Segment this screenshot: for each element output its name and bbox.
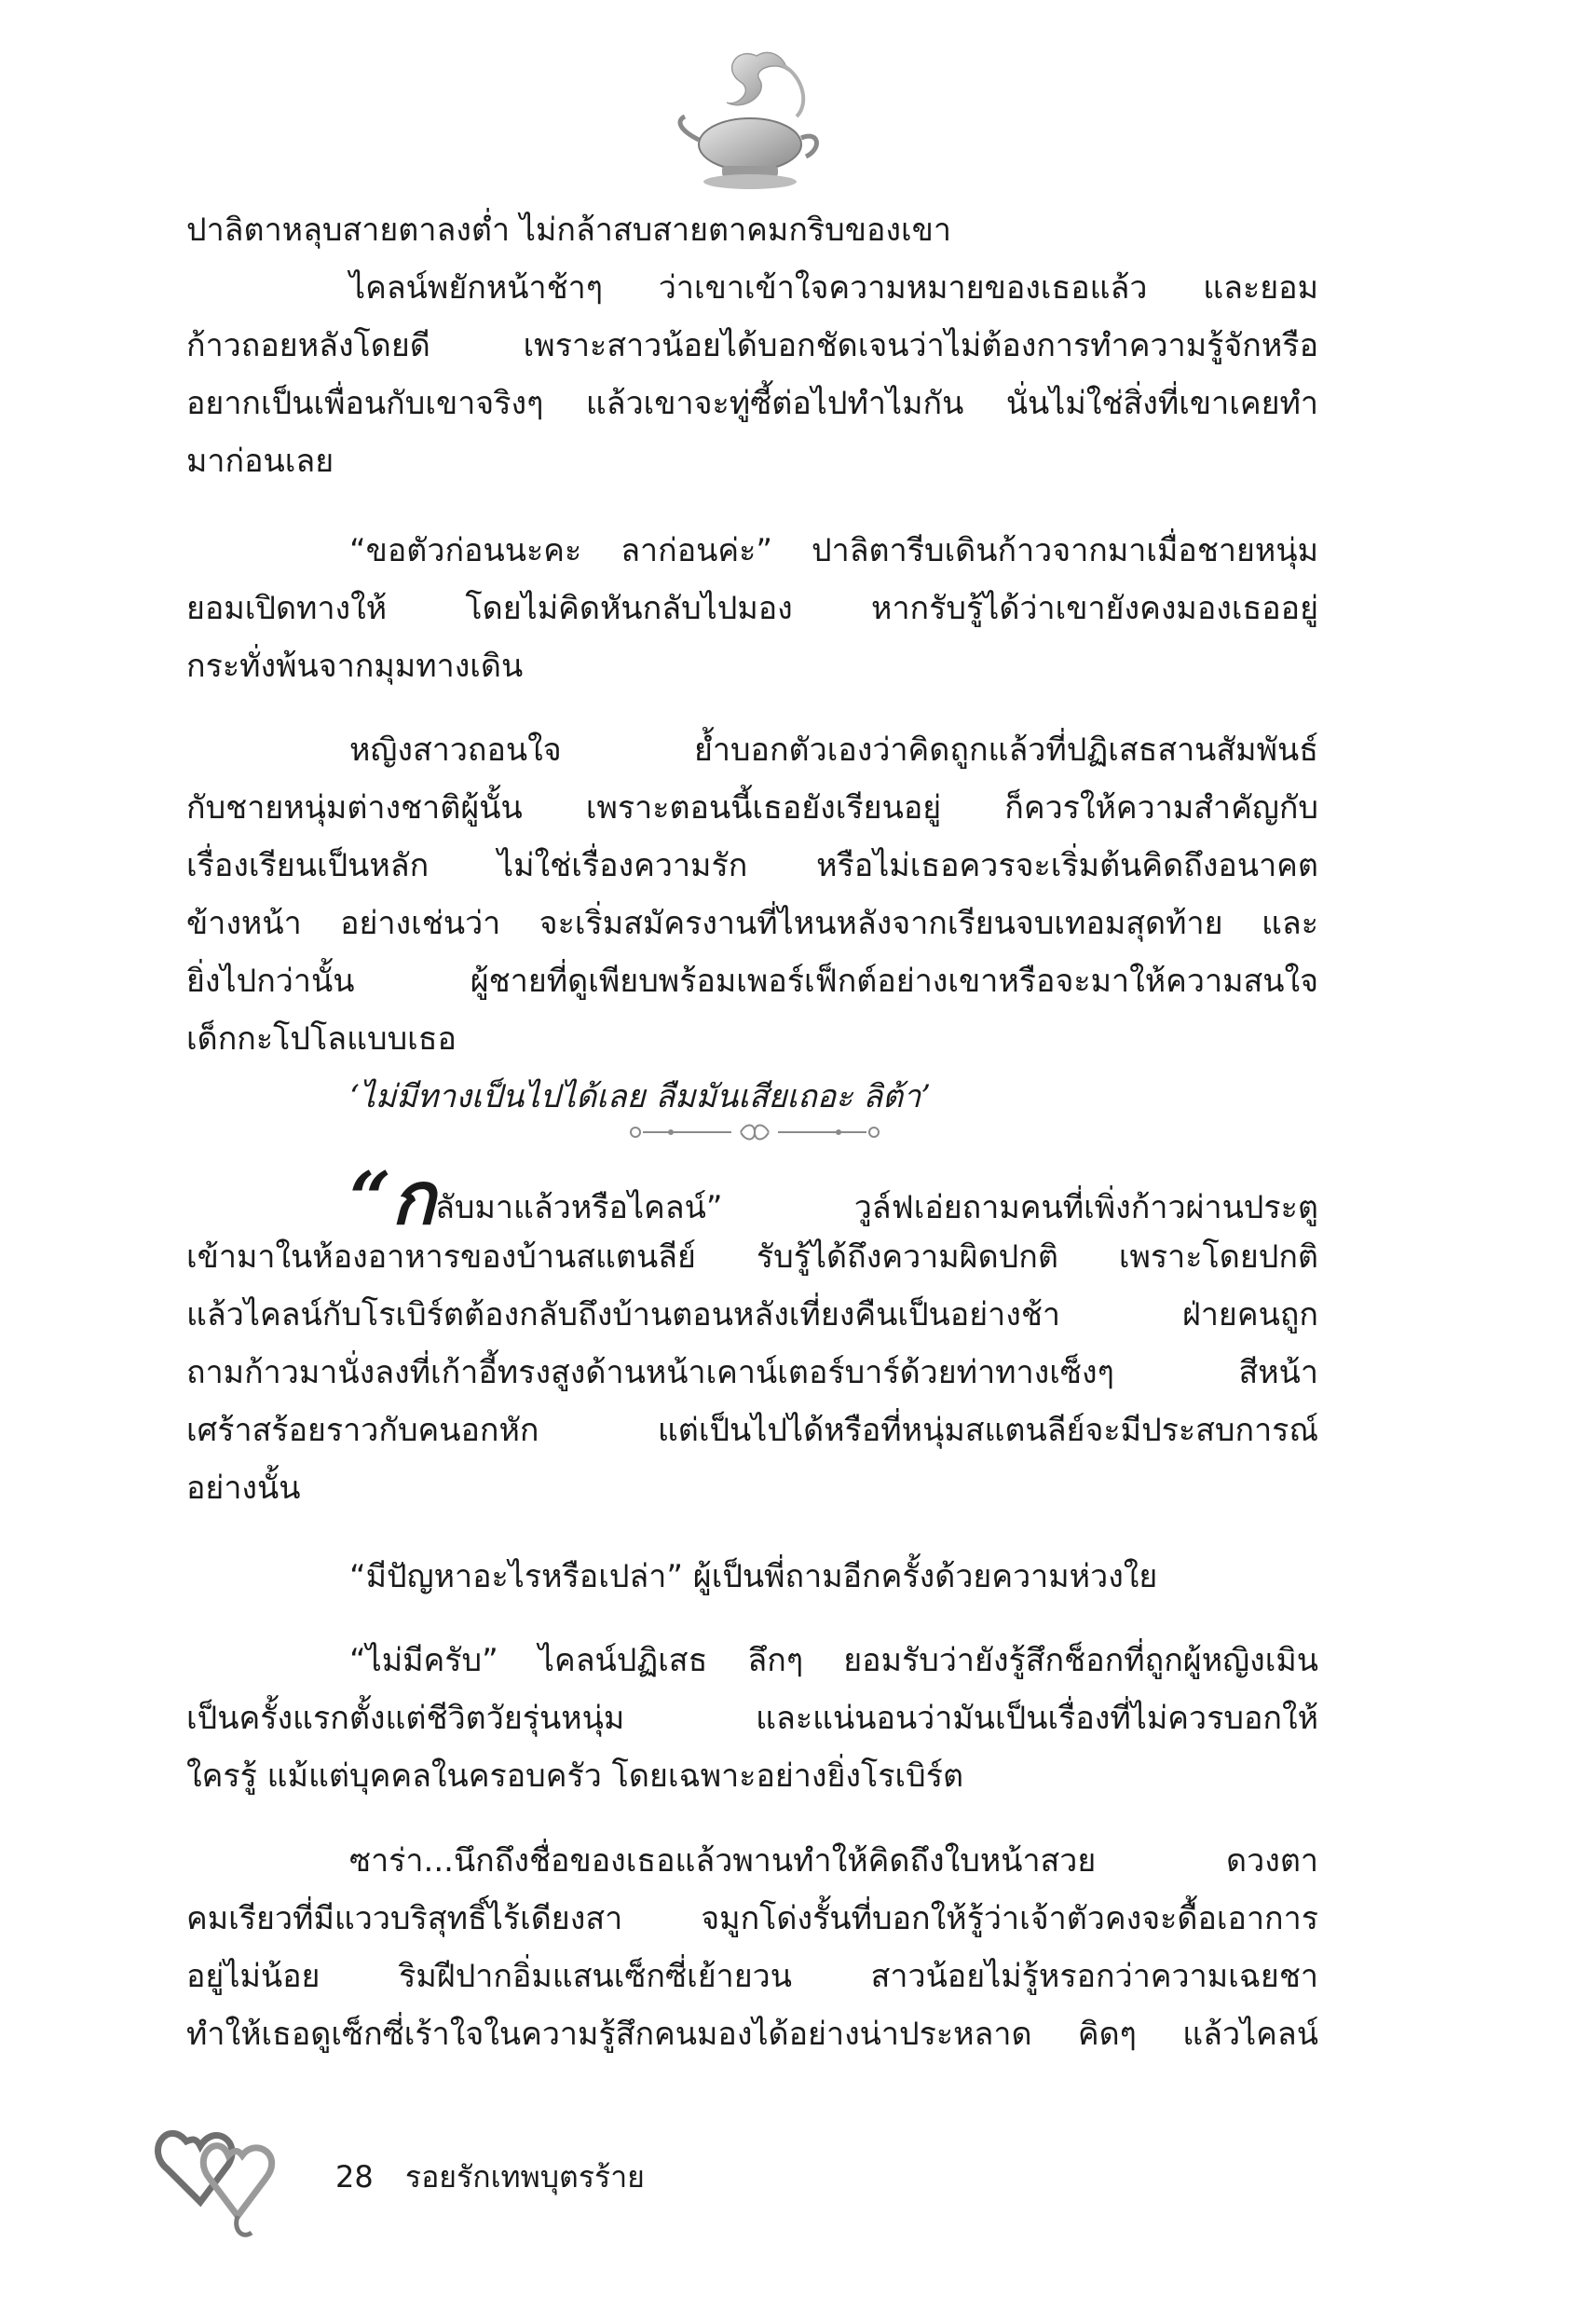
page-footer bbox=[335, 2158, 667, 2195]
text-line: ข้างหน้า อย่างเช่นว่า จะเริ่มสมัครงานที่ไหนหลังจากเรียนจบเทอมสุดท้าย และ bbox=[186, 905, 1318, 942]
text-line: ยิ่งไปกว่านั้น ผู้ชายที่ดูเพียบพร้อมเพอร์เฟ็กต์อย่างเขาหรือจะมาให้ความสนใจ bbox=[186, 963, 1318, 1000]
text-line: อยู่ไม่น้อย ริมฝีปากอิ่มแสนเซ็กซี่เย้ายวน สาวน้อยไม่รู้หรอกว่าความเฉยชา bbox=[186, 1958, 1318, 1995]
italic-thought-line: ‘ไม่มีทางเป็นไปได้เลย ลืมมันเสียเถอะ ลิต้า’ bbox=[349, 1078, 932, 1115]
teapot-ornament-icon bbox=[671, 37, 829, 205]
text-line: กับชายหนุ่มต่างชาติผู้นั้น เพราะตอนนี้เธอยังเรียนอยู่ ก็ควรให้ความสำคัญกับ bbox=[186, 789, 1318, 827]
text-line: เศร้าสร้อยราวกับคนอกหัก แต่เป็นไปได้หรือที่หนุ่มสแตนลีย์จะมีประสบการณ์ bbox=[186, 1412, 1318, 1449]
text-line: อย่างนั้น bbox=[186, 1470, 301, 1507]
text-line: แล้วไคลน์กับโรเบิร์ตต้องกลับถึงบ้านตอนหลังเที่ยงคืนเป็นอย่างช้า ฝ่ายคนถูก bbox=[186, 1296, 1318, 1333]
book-title: รอยรักเทพบุตรร้าย bbox=[404, 2159, 645, 2195]
dropcap: “ก bbox=[349, 1156, 436, 1241]
text-line: ถามก้าวมานั่งลงที่เก้าอี้ทรงสูงด้านหน้าเคาน์เตอร์บาร์ด้วยท่าทางเซ็งๆ สีหน้า bbox=[186, 1354, 1318, 1391]
text-line: ใครรู้ แม้แต่บุคคลในครอบครัว โดยเฉพาะอย่างยิ่งโรเบิร์ต bbox=[186, 1757, 964, 1795]
text-line: “ขอตัวก่อนนะคะ ลาก่อนค่ะ” ปาลิตารีบเดินก้าวจากมาเมื่อชายหนุ่ม bbox=[349, 532, 1318, 569]
text-line: เด็กกะโปโลแบบเธอ bbox=[186, 1020, 457, 1058]
text-line: กระทั่งพ้นจากมุมทางเดิน bbox=[186, 648, 524, 685]
text-line: ทำให้เธอดูเซ็กซี่เร้าใจในความรู้สึกคนมองได้อย่างน่าประหลาด คิดๆ แล้วไคลน์ bbox=[186, 2016, 1318, 2053]
text-line: มาก่อนเลย bbox=[186, 443, 334, 480]
page-number: 28 bbox=[335, 2159, 374, 2195]
text-line: เป็นครั้งแรกตั้งแต่ชีวิตวัยรุ่นหนุ่ม และแน่นอนว่ามันเป็นเรื่องที่ไม่ควรบอกให้ bbox=[186, 1700, 1318, 1737]
text-line: ยอมเปิดทางให้ โดยไม่คิดหันกลับไปมอง หากรับรู้ได้ว่าเขายังคงมองเธออยู่ bbox=[186, 590, 1318, 627]
text-line: ก้าวถอยหลังโดยดี เพราะสาวน้อยได้บอกชัดเจนว่าไม่ต้องการทำความรู้จักหรือ bbox=[186, 327, 1318, 364]
text-line: เรื่องเรียนเป็นหลัก ไม่ใช่เรื่องความรัก หรือไม่เธอควรจะเริ่มต้นคิดถึงอนาคต bbox=[186, 847, 1318, 884]
text-line: “กลับมาแล้วหรือไคลน์” วูล์ฟเอ่ยถามคนที่เพิ่งก้าวผ่านประตู bbox=[349, 1156, 1318, 1241]
text-line: “มีปัญหาอะไรหรือเปล่า” ผู้เป็นพี่ถามอีกครั้งด้วยความห่วงใย bbox=[349, 1558, 1158, 1595]
text-line: อยากเป็นเพื่อนกับเขาจริงๆ แล้วเขาจะทู่ซี้ต่อไปทำไมกัน นั่นไม่ใช่สิ่งที่เขาเคยทำ bbox=[186, 385, 1318, 422]
text-line: ซาร่า...นึกถึงชื่อของเธอแล้วพานทำให้คิดถึงใบหน้าสวย ดวงตา bbox=[349, 1842, 1318, 1880]
text-line: เข้ามาในห้องอาหารของบ้านสแตนลีย์ รับรู้ได้ถึงความผิดปกติ เพราะโดยปกติ bbox=[186, 1238, 1318, 1276]
scene-divider-ornament-icon bbox=[624, 1118, 885, 1146]
text-line: คมเรียวที่มีแววบริสุทธิ์ไร้เดียงสา จมูกโด่งรั้นที่บอกให้รู้ว่าเจ้าตัวคงจะดื้อเอาการ bbox=[186, 1900, 1318, 1937]
text-line: ไคลน์พยักหน้าช้าๆ ว่าเขาเข้าใจความหมายของเธอแล้ว และยอม bbox=[349, 269, 1318, 307]
text-line: หญิงสาวถอนใจ ย้ำบอกตัวเองว่าคิดถูกแล้วที่ปฏิเสธสานสัมพันธ์ bbox=[349, 732, 1318, 769]
hearts-ornament-icon bbox=[149, 2113, 289, 2244]
text-line: “ไม่มีครับ” ไคลน์ปฏิเสธ ลึกๆ ยอมรับว่ายังรู้สึกช็อกที่ถูกผู้หญิงเมิน bbox=[349, 1642, 1318, 1679]
text-line: ปาลิตาหลุบสายตาลงต่ำ ไม่กล้าสบสายตาคมกริบของเขา bbox=[186, 212, 951, 249]
